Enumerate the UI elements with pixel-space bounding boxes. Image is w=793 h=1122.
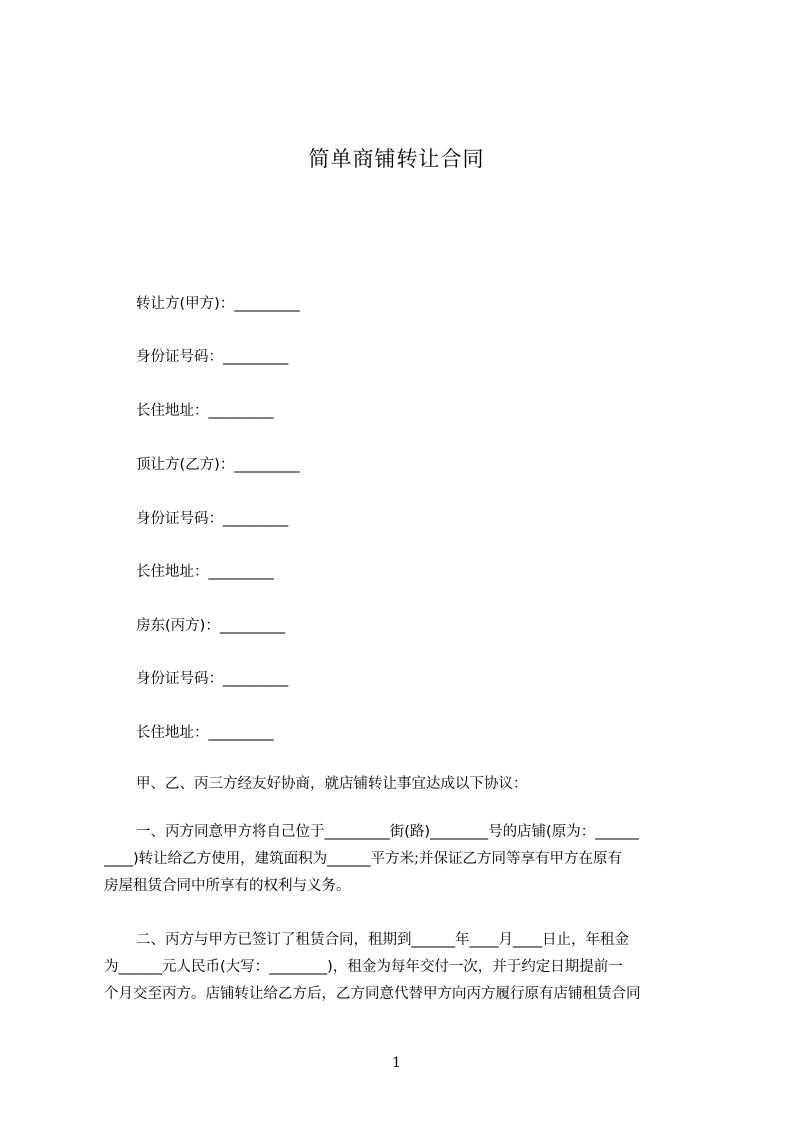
- transferee-address-field: 长住地址：_________: [136, 564, 274, 580]
- agreement-intro: 甲、乙、丙三方经友好协商，就店铺转让事宜达成以下协议：: [136, 776, 528, 792]
- transferor-address-field: 长住地址：_________: [136, 403, 274, 419]
- document-title: 简单商铺转让合同: [308, 147, 485, 171]
- clause-1-line: 一、丙方同意甲方将自己位于_________街(路)________号的店铺(原为：______: [136, 824, 639, 840]
- clause-2-line: 为______元人民币(大写：________)，租金为每年交付一次，并于约定日期提前一: [104, 959, 623, 975]
- landlord-id-field: 身份证号码：_________: [136, 671, 289, 687]
- landlord-name-field: 房东(丙方)：_________: [136, 618, 286, 634]
- clause-1-line: ____)转让给乙方使用，建筑面积为______平方米;并保证乙方同等享有甲方在原有: [104, 851, 623, 867]
- clause-2: [104, 927, 701, 1008]
- transferee-id-field: 身份证号码：_________: [136, 511, 289, 527]
- transferor-id-field: 身份证号码：_________: [136, 349, 289, 365]
- clause-1-line: 房屋租赁合同中所享有的权利与义务。: [104, 878, 351, 894]
- transferor-name-field: 转让方(甲方)：_________: [136, 296, 300, 312]
- page-number: 1: [392, 1055, 401, 1071]
- landlord-address-field: 长住地址：_________: [136, 725, 274, 741]
- transferee-name-field: 顶让方(乙方)：_________: [136, 457, 300, 473]
- clause-2-line: 二、丙方与甲方已签订了租赁合同，租期到______年____月____日止，年租金: [136, 932, 629, 948]
- clause-2-line: 个月交至丙方。店铺转让给乙方后，乙方同意代替甲方向丙方履行原有店铺租赁合同: [104, 986, 641, 1002]
- clause-1: [104, 819, 701, 900]
